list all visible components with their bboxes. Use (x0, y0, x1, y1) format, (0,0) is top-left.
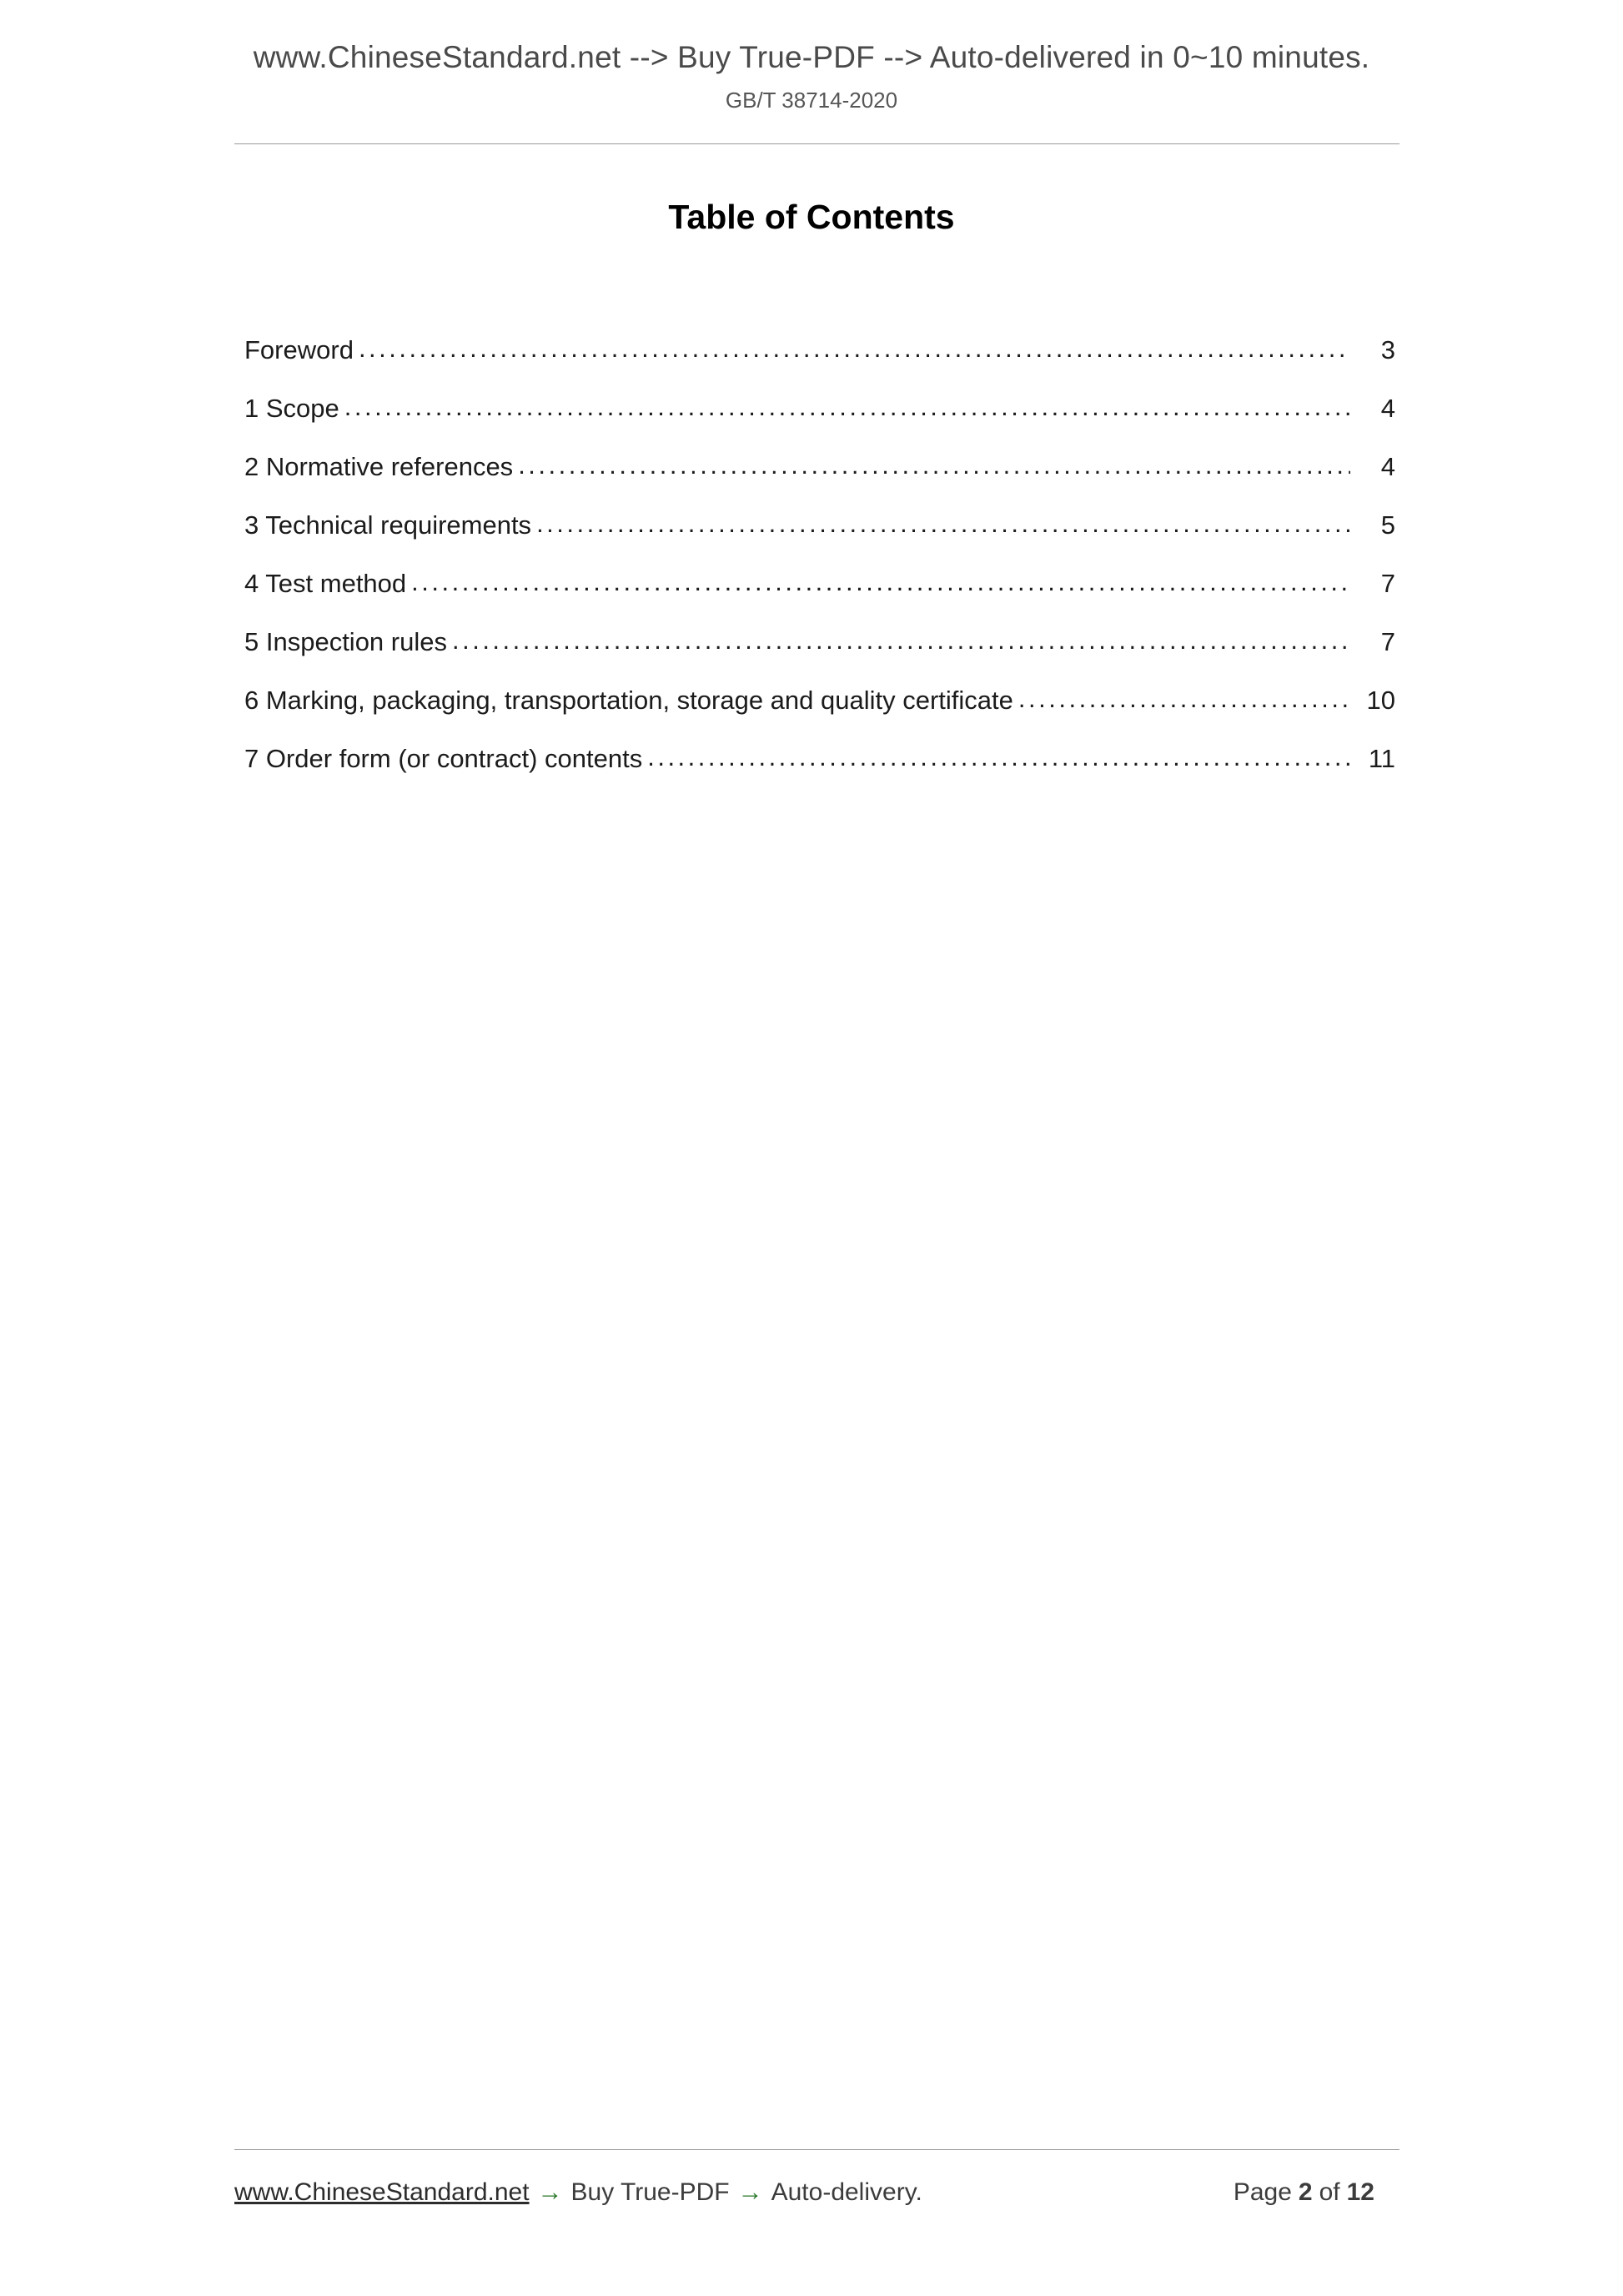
toc-entry-page: 4 (1380, 394, 1395, 423)
toc-entry-page: 4 (1380, 452, 1395, 481)
toc-entry-page: 7 (1380, 569, 1395, 598)
current-page-number: 2 (1298, 2178, 1313, 2206)
page-word: Page (1233, 2178, 1292, 2206)
toc-entry-label: Foreword (244, 335, 354, 364)
toc-entry-label: 3 Technical requirements (244, 510, 532, 540)
header-divider (234, 143, 1399, 144)
standard-number: GB/T 38714-2020 (725, 88, 898, 113)
footer-promo (234, 2178, 922, 2207)
toc-leader-dots (536, 521, 1350, 550)
page-title: Table of Contents (668, 198, 955, 236)
toc-entry-page: 11 (1368, 744, 1395, 773)
toc-entry[interactable] (244, 379, 1395, 438)
toc-entry[interactable] (244, 613, 1395, 671)
toc-entry-label: 7 Order form (or contract) contents (244, 744, 643, 773)
arrow-right-icon: → (537, 2178, 563, 2206)
toc-entry-label: 5 Inspection rules (244, 627, 447, 656)
promo-banner: www.ChineseStandard.net --> Buy True-PDF --> Auto-delivered in 0~10 minutes. (253, 40, 1370, 74)
toc-entry[interactable] (244, 671, 1395, 730)
toc-leader-dots (359, 346, 1350, 374)
toc-entry-label: 6 Marking, packaging, transportation, storage and quality certificate (244, 686, 1013, 715)
toc-leader-dots (647, 755, 1350, 783)
of-word: of (1319, 2178, 1340, 2206)
page-footer (234, 2173, 1399, 2213)
toc-entry-label: 4 Test method (244, 569, 407, 598)
page-indicator (1234, 2178, 1399, 2207)
total-page-count: 12 (1346, 2178, 1374, 2206)
footer-delivery-text: Auto-delivery. (771, 2178, 922, 2206)
toc-entry-page: 3 (1380, 335, 1395, 364)
toc-entry[interactable] (244, 496, 1395, 555)
footer-divider (234, 2149, 1399, 2150)
toc-entry[interactable] (244, 438, 1395, 496)
toc-entry-page: 7 (1380, 627, 1395, 656)
toc-entry-label: 2 Normative references (244, 452, 514, 481)
toc-leader-dots (452, 638, 1350, 666)
footer-buy-text: Buy True-PDF (570, 2178, 730, 2206)
toc-entry[interactable] (244, 321, 1395, 379)
footer-site-link[interactable]: www.ChineseStandard.net (234, 2178, 530, 2206)
toc-entry-page: 5 (1380, 510, 1395, 540)
toc-leader-dots (344, 404, 1350, 433)
toc-entry[interactable] (244, 555, 1395, 613)
toc-entry-label: 1 Scope (244, 394, 339, 423)
arrow-right-icon: → (737, 2178, 763, 2206)
toc-entry-page: 10 (1366, 686, 1395, 715)
toc-leader-dots (411, 580, 1350, 608)
toc-leader-dots (1018, 696, 1350, 725)
toc-entry[interactable] (244, 730, 1395, 788)
table-of-contents (244, 321, 1395, 788)
toc-leader-dots (518, 463, 1350, 491)
